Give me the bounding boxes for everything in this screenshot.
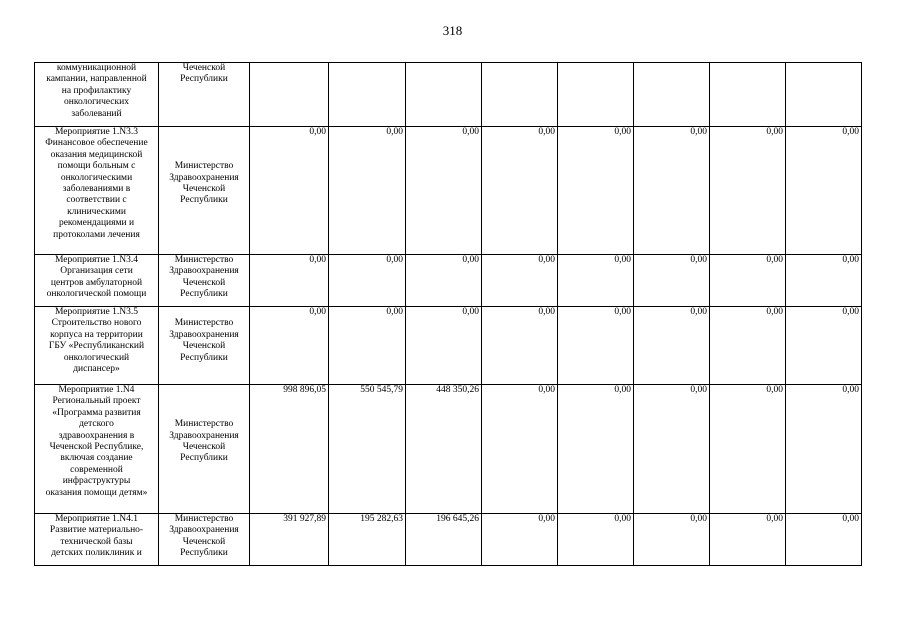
amount-cell: 0,00: [634, 385, 710, 514]
amount-cell: 0,00: [482, 307, 558, 385]
amount-cell: 0,00: [406, 307, 482, 385]
amount-cell: 0,00: [786, 307, 862, 385]
amount-cell: [710, 63, 786, 127]
amount-cell: 0,00: [634, 307, 710, 385]
amount-cell: [250, 63, 329, 127]
amount-cell: 550 545,79: [329, 385, 406, 514]
activity-name-cell: [35, 63, 159, 127]
amount-cell: 0,00: [250, 127, 329, 255]
executor-name: Министерство Здравоохранения Чеченской Республики: [169, 318, 239, 363]
amount-cell: 0,00: [786, 514, 862, 566]
amount-cell: 0,00: [406, 255, 482, 307]
table-row: [35, 127, 862, 255]
executor-cell: [159, 127, 250, 255]
activity-name-cell: [35, 255, 159, 307]
amount-cell: 0,00: [558, 255, 634, 307]
amount-cell: [634, 63, 710, 127]
amount-cell: [329, 63, 406, 127]
executor-cell: [159, 255, 250, 307]
amount-cell: 0,00: [558, 385, 634, 514]
amount-cell: 0,00: [482, 385, 558, 514]
amount-cell: 0,00: [710, 385, 786, 514]
table-row: [35, 63, 862, 127]
activity-name-cell: [35, 385, 159, 514]
amount-cell: 0,00: [329, 127, 406, 255]
amount-cell: 0,00: [634, 255, 710, 307]
amount-cell: 0,00: [786, 127, 862, 255]
table-row: [35, 307, 862, 385]
amount-cell: 195 282,63: [329, 514, 406, 566]
page-number: 318: [442, 23, 463, 38]
amount-cell: 0,00: [786, 385, 862, 514]
activity-name: Мероприятие 1.N3.3 Финансовое обеспечение оказания медицинской помощи больным с онкологическими заболеваниями в соответствии с клиническими рекомендациями и протоколами лечения: [45, 127, 148, 240]
amount-cell: 998 896,05: [250, 385, 329, 514]
executor-name: Министерство Здравоохранения Чеченской Республики: [169, 255, 239, 300]
amount-cell: 196 645,26: [406, 514, 482, 566]
amount-cell: 0,00: [250, 307, 329, 385]
amount-cell: 0,00: [710, 307, 786, 385]
budget-table: [34, 62, 862, 566]
amount-cell: 0,00: [710, 255, 786, 307]
executor-name: Министерство Здравоохранения Чеченской Республики: [169, 419, 239, 464]
amount-cell: 0,00: [250, 255, 329, 307]
activity-name-cell: [35, 514, 159, 566]
activity-name: Мероприятие 1.N3.5 Строительство нового корпуса на территории ГБУ «Республиканский онкологический диспансер»: [48, 307, 145, 375]
amount-cell: 0,00: [329, 255, 406, 307]
activity-name-cell: [35, 127, 159, 255]
executor-cell: [159, 307, 250, 385]
executor-cell: [159, 514, 250, 566]
activity-name-cell: [35, 307, 159, 385]
activity-name: Мероприятие 1.N4.1 Развитие материально- технической базы детских поликлиник и: [49, 514, 144, 559]
amount-cell: 0,00: [558, 127, 634, 255]
table-body: [35, 63, 862, 566]
amount-cell: [786, 63, 862, 127]
amount-cell: 0,00: [482, 127, 558, 255]
amount-cell: 0,00: [329, 307, 406, 385]
amount-cell: 0,00: [710, 514, 786, 566]
activity-name: Мероприятие 1.N4 Региональный проект «Программа развития детского здравоохранения в Чеченской Республике, включая создание современной инфраструктуры оказания помощи детям»: [45, 385, 148, 498]
executor-name: Министерство Здравоохранения Чеченской Республики: [169, 161, 239, 206]
table-row: [35, 385, 862, 514]
activity-name: коммуникационной кампании, направленной на профилактику онкологических заболеваний: [46, 63, 147, 119]
table-row: [35, 255, 862, 307]
amount-cell: 0,00: [406, 127, 482, 255]
amount-cell: 0,00: [634, 514, 710, 566]
executor-name: Чеченской Республики: [180, 63, 228, 85]
amount-cell: 448 350,26: [406, 385, 482, 514]
executor-cell: [159, 63, 250, 127]
amount-cell: 0,00: [710, 127, 786, 255]
table-row: [35, 514, 862, 566]
executor-cell: [159, 385, 250, 514]
amount-cell: 0,00: [558, 307, 634, 385]
amount-cell: [482, 63, 558, 127]
amount-cell: 0,00: [558, 514, 634, 566]
amount-cell: 0,00: [786, 255, 862, 307]
amount-cell: [558, 63, 634, 127]
activity-name: Мероприятие 1.N3.4 Организация сети центров амбулаторной онкологической помощи: [46, 255, 147, 300]
amount-cell: [406, 63, 482, 127]
amount-cell: 0,00: [634, 127, 710, 255]
amount-cell: 0,00: [482, 514, 558, 566]
amount-cell: 391 927,89: [250, 514, 329, 566]
executor-name: Министерство Здравоохранения Чеченской Республики: [169, 514, 239, 559]
amount-cell: 0,00: [482, 255, 558, 307]
